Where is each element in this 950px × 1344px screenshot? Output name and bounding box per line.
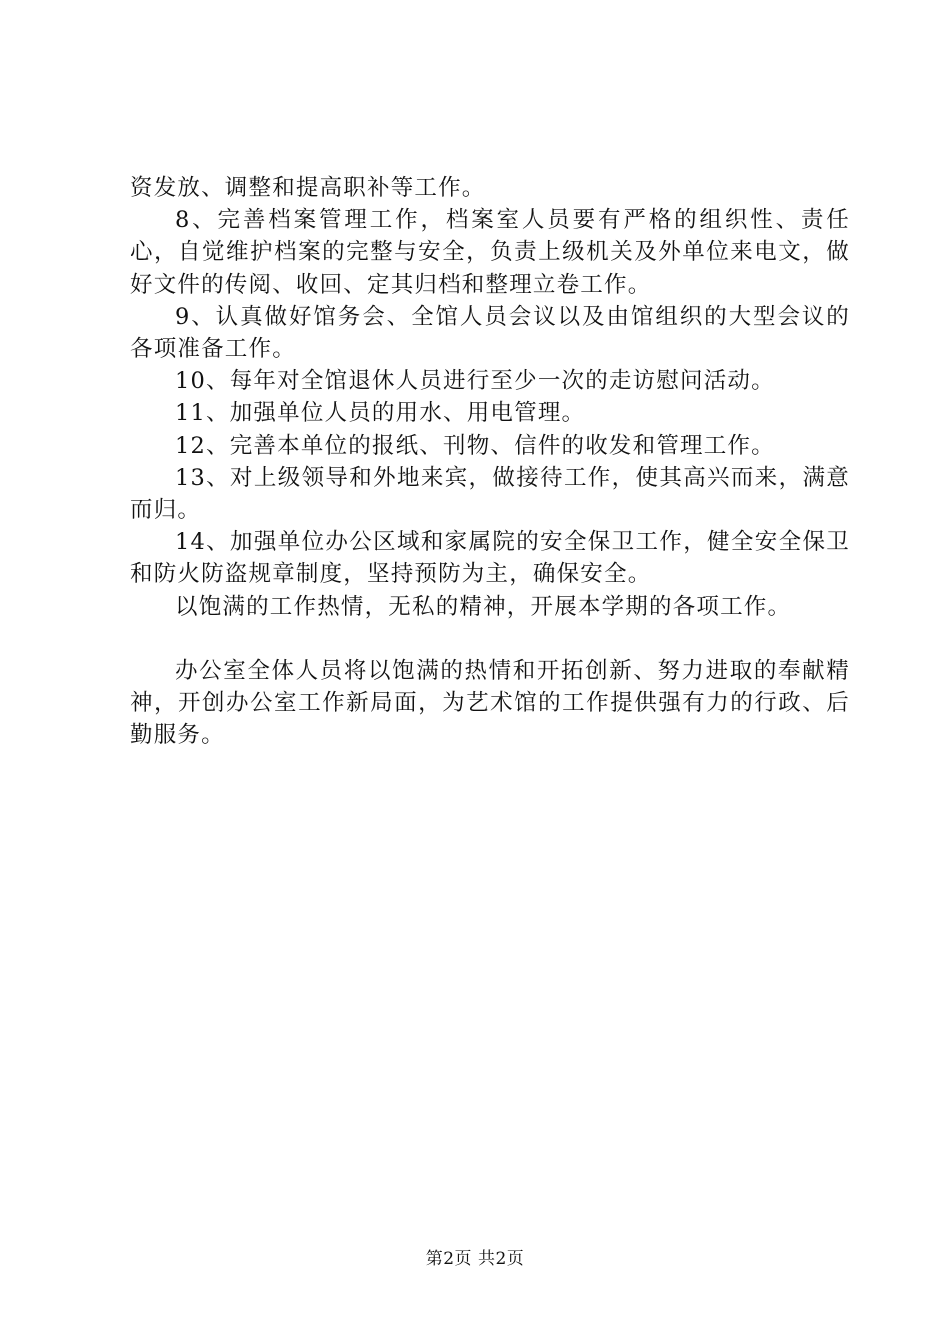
paragraph-item-11: 11、加强单位人员的用水、用电管理。 xyxy=(175,400,586,427)
paragraph-item-10: 10、每年对全馆退休人员进行至少一次的走访慰问活动。 xyxy=(175,368,775,395)
document-body xyxy=(130,172,850,751)
paragraph-item-8: 8、完善档案管理工作，档案室人员要有严格的组织性、责任心，自觉维护档案的完整与安全，负责上级机关及外单位来电文，做好文件的传阅、收回、定其归档和整理立卷工作。 xyxy=(130,207,850,298)
paragraph-continuation: 资发放、调整和提高职补等工作。 xyxy=(130,175,486,201)
paragraph-item-12: 12、完善本单位的报纸、刊物、信件的收发和管理工作。 xyxy=(175,432,775,459)
paragraph-item-9: 9、认真做好馆务会、全馆人员会议以及由馆组织的大型会议的各项准备工作。 xyxy=(130,303,850,363)
page-footer: 第2页 共2页 xyxy=(425,1249,525,1269)
paragraph-item-13: 13、对上级领导和外地来宾，做接待工作，使其高兴而来，满意而归。 xyxy=(130,464,850,524)
paragraph-summary: 以饱满的工作热情，无私的精神，开展本学期的各项工作。 xyxy=(175,593,792,620)
paragraph-item-14: 14、加强单位办公区域和家属院的安全保卫工作，健全安全保卫和防火防盗规章制度，坚持预防为主，确保安全。 xyxy=(130,529,850,588)
paragraph-closing: 办公室全体人员将以饱满的热情和开拓创新、努力进取的奉献精神，开创办公室工作新局面，为艺术馆的工作提供强有力的行政、后勤服务。 xyxy=(130,657,850,749)
